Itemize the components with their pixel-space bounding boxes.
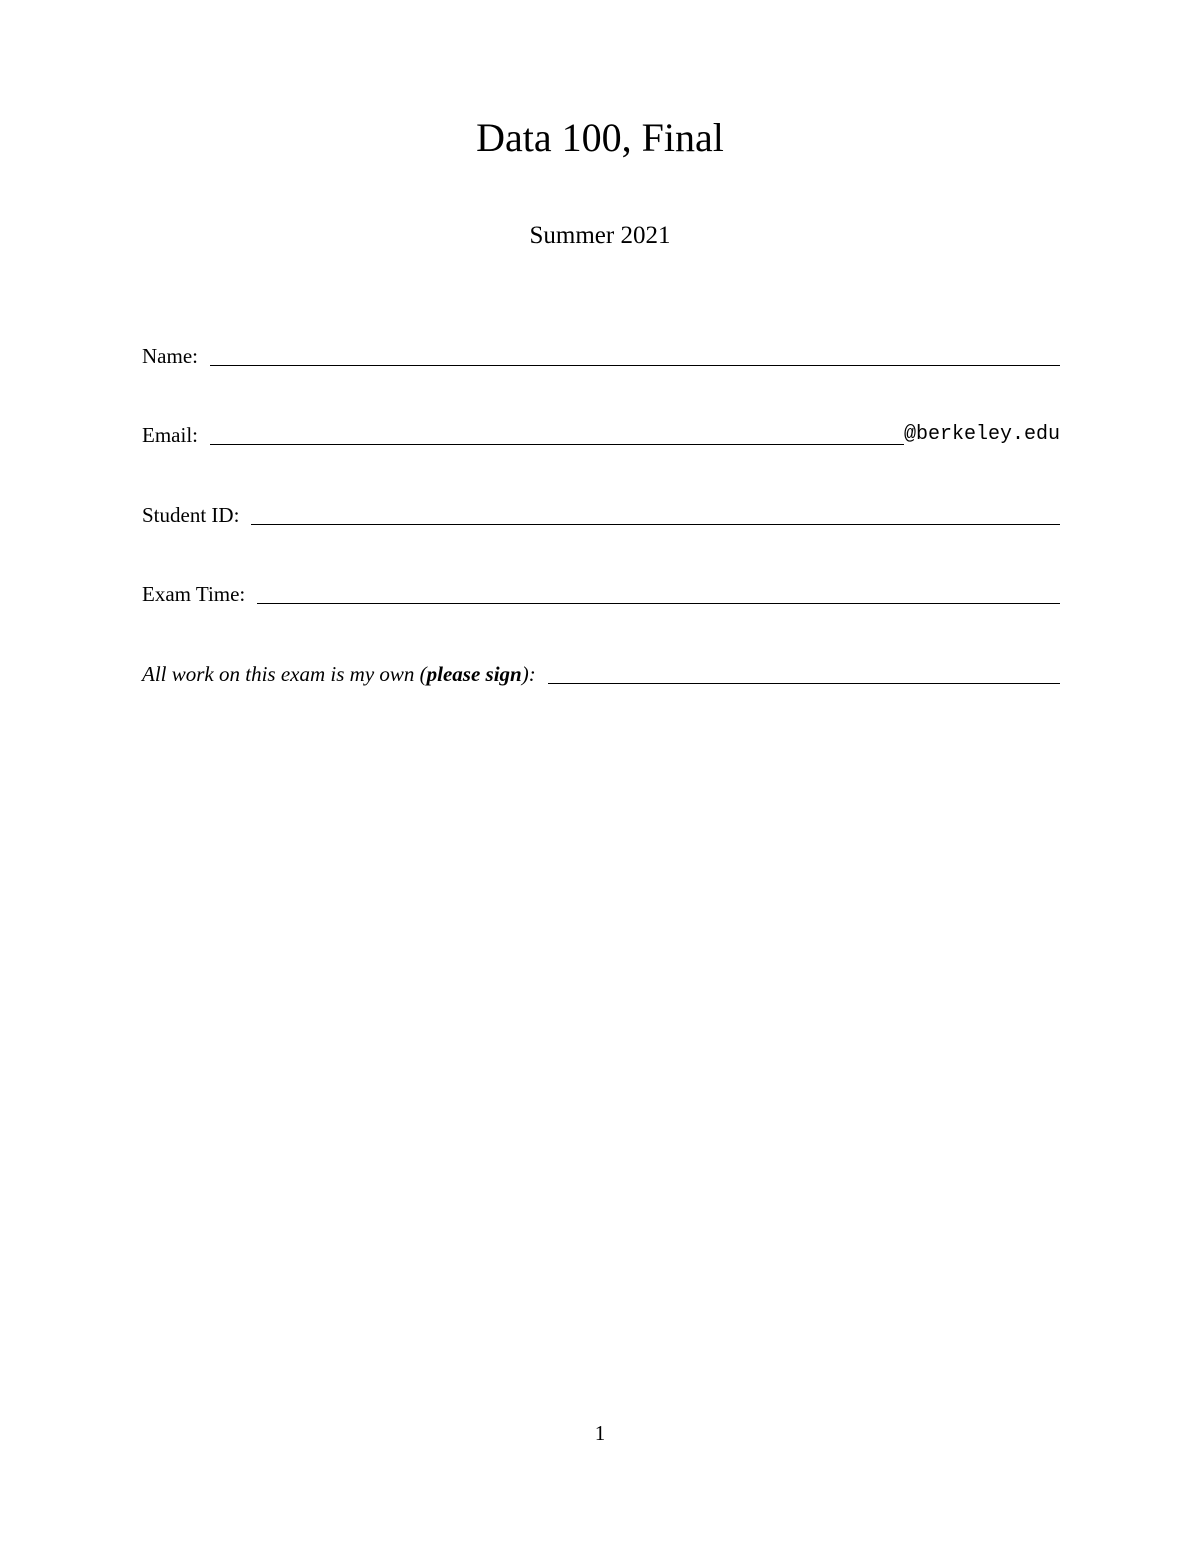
exam-time-label: Exam Time:	[142, 582, 246, 606]
name-blank-line[interactable]	[210, 341, 1060, 366]
student-id-field-row	[142, 493, 1060, 529]
signature-label-suffix: ):	[521, 662, 536, 686]
name-label: Name:	[142, 344, 198, 368]
exam-time-field-row	[142, 572, 1060, 608]
signature-field-row	[142, 652, 1060, 688]
email-blank-line[interactable]	[210, 420, 904, 445]
email-domain-suffix: @berkeley.edu	[903, 423, 1060, 446]
signature-blank-line[interactable]	[548, 659, 1060, 684]
page-number: 1	[594, 1421, 606, 1445]
signature-label	[142, 661, 548, 688]
student-id-label: Student ID:	[142, 503, 240, 527]
email-label: Email:	[142, 423, 198, 447]
exam-time-blank-line[interactable]	[257, 579, 1060, 604]
name-field-row	[142, 334, 1060, 370]
student-id-blank-line[interactable]	[251, 500, 1060, 525]
signature-label-prefix: All work on this exam is my own (	[142, 662, 427, 686]
page-subtitle: Summer 2021	[529, 222, 671, 249]
signature-label-emphasis: please sign	[426, 662, 522, 686]
email-field-row	[142, 413, 1060, 449]
page-title: Data 100, Final	[476, 115, 724, 160]
